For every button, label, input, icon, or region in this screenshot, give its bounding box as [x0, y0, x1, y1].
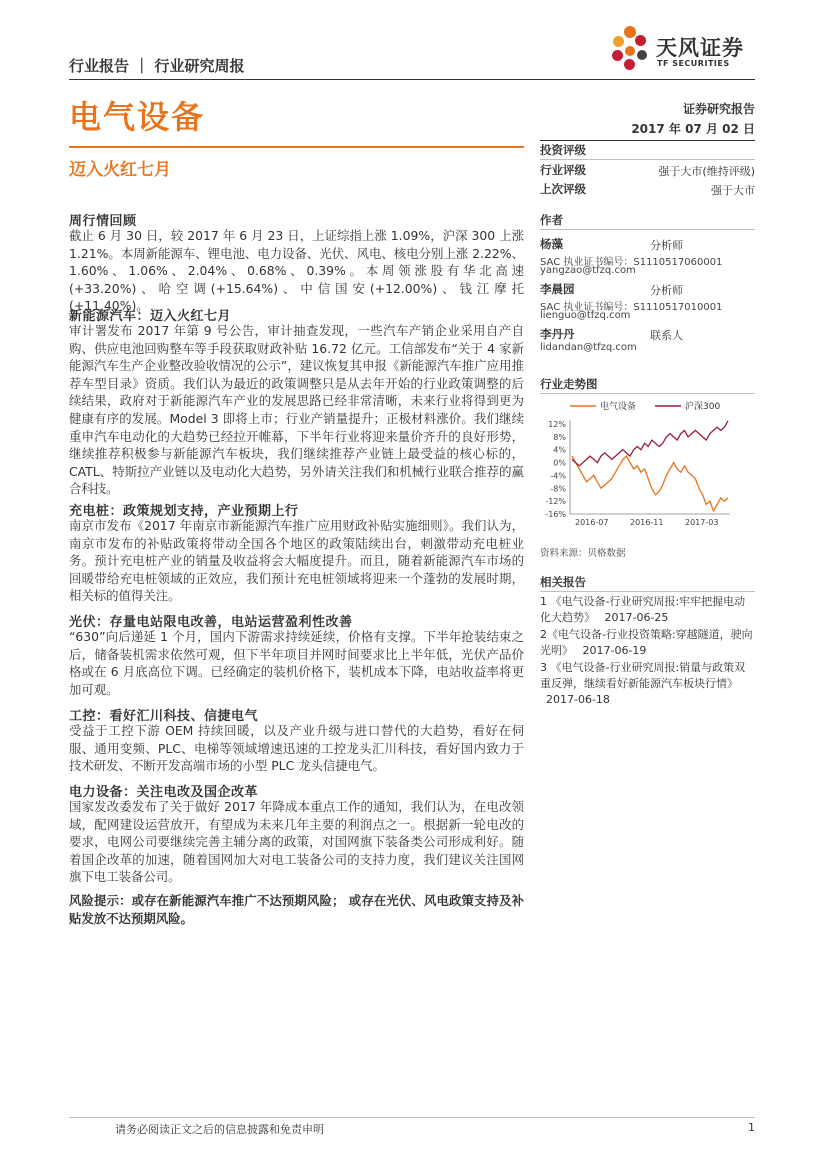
x-tick-label: 2016-07 [575, 518, 609, 527]
rating-rule [540, 140, 755, 141]
footer-rule [69, 1117, 755, 1118]
rating-heading: 投资评级 [540, 143, 586, 157]
risk-warning: 风险提示：或存在新能源汽车推广不达预期风险； 或存在光伏、风电政策支持及补贴发放不达预期风险。 [69, 893, 524, 926]
breadcrumb: 行业报告 ｜ 行业研究周报 [69, 57, 245, 75]
series-line-electrical-equipment [572, 456, 728, 511]
rating-label-current: 行业评级 [540, 163, 586, 177]
chart-source: 资料来源：贝格数据 [540, 548, 626, 559]
industry-title: 电气设备 [69, 98, 206, 136]
related-heading: 相关报告 [540, 575, 586, 589]
header-rule [69, 79, 755, 80]
author-email[interactable]: yangzao@tfzq.com [540, 265, 636, 276]
y-tick-label: -4% [550, 471, 566, 481]
section-title-nev: 新能源汽车：迈入火红七月 [69, 309, 232, 324]
trend-heading: 行业走势图 [540, 377, 598, 391]
related-report-title: 1 《电气设备-行业研究周报:牢牢把握电动化大趋势》 [540, 595, 746, 624]
x-tick-label: 2017-03 [685, 518, 719, 527]
section-body-power-equipment: 国家发改委发布了关于做好 2017 年降成本重点工作的通知，我们认为，在电改领域，配网建设运营放开，有望成为未来几年主要的利润点之一。根据新一轮电改的要求，电网公司要继续完善主辅分离的政策，对国网旗下装备类公司形成利好。随着国企改革的加速，随着国网加大对电工装备公司的支持力度，我们建议关注国网旗下电工装备公司。 [69, 799, 524, 885]
y-tick-label: -12% [545, 497, 566, 507]
section-title-weekly-review: 周行情回顾 [69, 214, 137, 229]
author-cert: SAC 执业证书编号：S1110517010001 [540, 302, 723, 313]
related-report-title: 3 《电气设备-行业研究周报:销量与政策双重反弹，继续看好新能源汽车板块行情》 [540, 661, 746, 690]
x-tick-label: 2016-11 [630, 518, 664, 527]
author-3 [540, 326, 755, 356]
y-tick-label: 4% [553, 445, 566, 455]
author-role: 分析师 [650, 284, 683, 297]
related-report-date: 2017-06-25 [604, 611, 669, 624]
page-subtitle: 迈入火红七月 [69, 160, 171, 180]
title-rule [69, 146, 524, 148]
section-title-industrial-control: 工控：看好汇川科技、信捷电气 [69, 709, 259, 724]
rating-value-current: 强于大市(维持评级) [658, 165, 755, 178]
related-report-2[interactable] [540, 627, 755, 659]
related-report-title: 2《电气设备-行业投资策略:穿越隧道，驶向光明》 [540, 628, 753, 657]
section-title-charging: 充电桩：政策规划支持，产业预期上行 [69, 504, 299, 519]
section-body-nev: 审计署发布 2017 年第 9 号公告，审计抽查发现，一些汽车产销企业采用自产自购、供应电池回购整车等手段获取财政补贴 16.72 亿元。工信部发布“关于 4 家新能源汽车生产企业整改验收情况的公示”，建议恢复其申报《新能源汽车推广应用推荐车型目录》资质。我们认为最近的政策调整只是从去年开始的行业政策调整的后续结果，政府对于新能源汽车产业的发展思路已经非常清晰，未来行业将得到更为健康有序的发展。Model 3 即将上市；行业产销量提升；正极材料涨价。我们继续重申汽车电动化的大趋势已经拉开帷幕，下半年行业将迎来量价齐升的良好形势，继续推荐积极参与新能源汽车板块，我们继续推荐产业链上最受益的核心标的，CATL、特斯拉产业链以及电动化大趋势，另外请关注我们和机械行业联合推荐的赢合科技。 [69, 323, 524, 497]
section-body-pv: “630”向后递延 1 个月，国内下游需求持续延续，价格有支撑。下半年抢装结束之后，储备装机需求依然可观，但下半年项目并网时间要求比上半年低，光伏产品价格或在 6 月底高位下调。已经确定的装机价格下，装机成本下降，电站收益率将更加可观。 [69, 629, 524, 697]
y-tick-label: 8% [553, 432, 566, 442]
author-name: 李晨园 [540, 282, 575, 296]
author-role: 分析师 [650, 239, 683, 252]
y-tick-label: -16% [545, 510, 566, 519]
report-type: 证券研究报告 [682, 102, 755, 116]
logo-chinese: 天风证券 [656, 36, 744, 60]
related-report-1[interactable] [540, 594, 755, 626]
related-report-date: 2017-06-19 [582, 644, 647, 657]
author-name: 李丹丹 [540, 327, 575, 341]
section-title-pv: 光伏：存量电站限电改善，电站运营盈利性改善 [69, 615, 353, 630]
y-tick-label: 0% [553, 458, 566, 468]
logo-english: TF SECURITIES [657, 59, 730, 68]
author-2 [540, 281, 755, 323]
page-number: 1 [748, 1121, 755, 1134]
series-line-csi300 [572, 421, 728, 466]
section-title-power-equipment: 电力设备：关注电改及国企改革 [69, 785, 259, 800]
y-tick-label: 12% [548, 420, 566, 429]
author-cert: SAC 执业证书编号：S1110517060001 [540, 257, 723, 268]
section-body-industrial-control: 受益于工控下游 OEM 持续回暖，以及产业升级与进口替代的大趋势，看好在伺服、通用变频、PLC、电梯等领域增速迅速的工控龙头汇川科技，看好国内致力于技术研发、不断开发高端市场的小型 PLC 龙头信捷电气。 [69, 723, 524, 774]
author-name: 杨藻 [540, 237, 563, 251]
authors-heading: 作者 [540, 213, 563, 227]
author-email[interactable]: lienguo@tfzq.com [540, 310, 631, 321]
author-email[interactable]: lidandan@tfzq.com [540, 342, 637, 353]
report-date: 2017 年 07 月 02 日 [631, 122, 755, 136]
author-role: 联系人 [650, 329, 683, 342]
related-report-3[interactable] [540, 660, 755, 708]
company-logo [610, 26, 760, 76]
legend-label: 沪深300 [685, 402, 721, 412]
logo-mark-icon [610, 26, 652, 72]
rating-label-previous: 上次评级 [540, 182, 586, 196]
section-body-weekly-review: 截止 6 月 30 日，较 2017 年 6 月 23 日，上证综指上涨 1.09%，沪深 300 上涨 1.21%。本周新能源车、锂电池、电力设备、光伏、风电、核电分别上涨 2.22%、1.60%、1.06%、2.04%、0.68%、0.39%。本周领涨股有华北高速(+33.20%)、哈空调(+15.64%)、中信国安(+12.00%)、钱江摩托(+11.40%)。 [69, 228, 524, 314]
rating-value-previous: 强于大市 [711, 184, 755, 197]
author-1 [540, 236, 755, 278]
related-report-date: 2017-06-18 [546, 693, 610, 706]
footer-disclaimer: 请务必阅读正文之后的信息披露和免责申明 [115, 1123, 324, 1136]
section-body-charging: 南京市发布《2017 年南京市新能源汽车推广应用财政补贴实施细则》。我们认为，南京市发布的补贴政策将带动全国各个地区的政策陆续出台，刺激带动充电桩业务。预计充电桩产业的销量及收益将会大幅度提升。而且，随着新能源汽车市场的回暖带给充电桩领域的正效应，我们预计充电桩领域将迎来一个蓬勃的发展时期，相关标的值得关注。 [69, 518, 524, 604]
industry-trend-chart [540, 396, 755, 536]
legend-label: 电气设备 [600, 402, 637, 412]
y-tick-label: -8% [550, 484, 566, 494]
